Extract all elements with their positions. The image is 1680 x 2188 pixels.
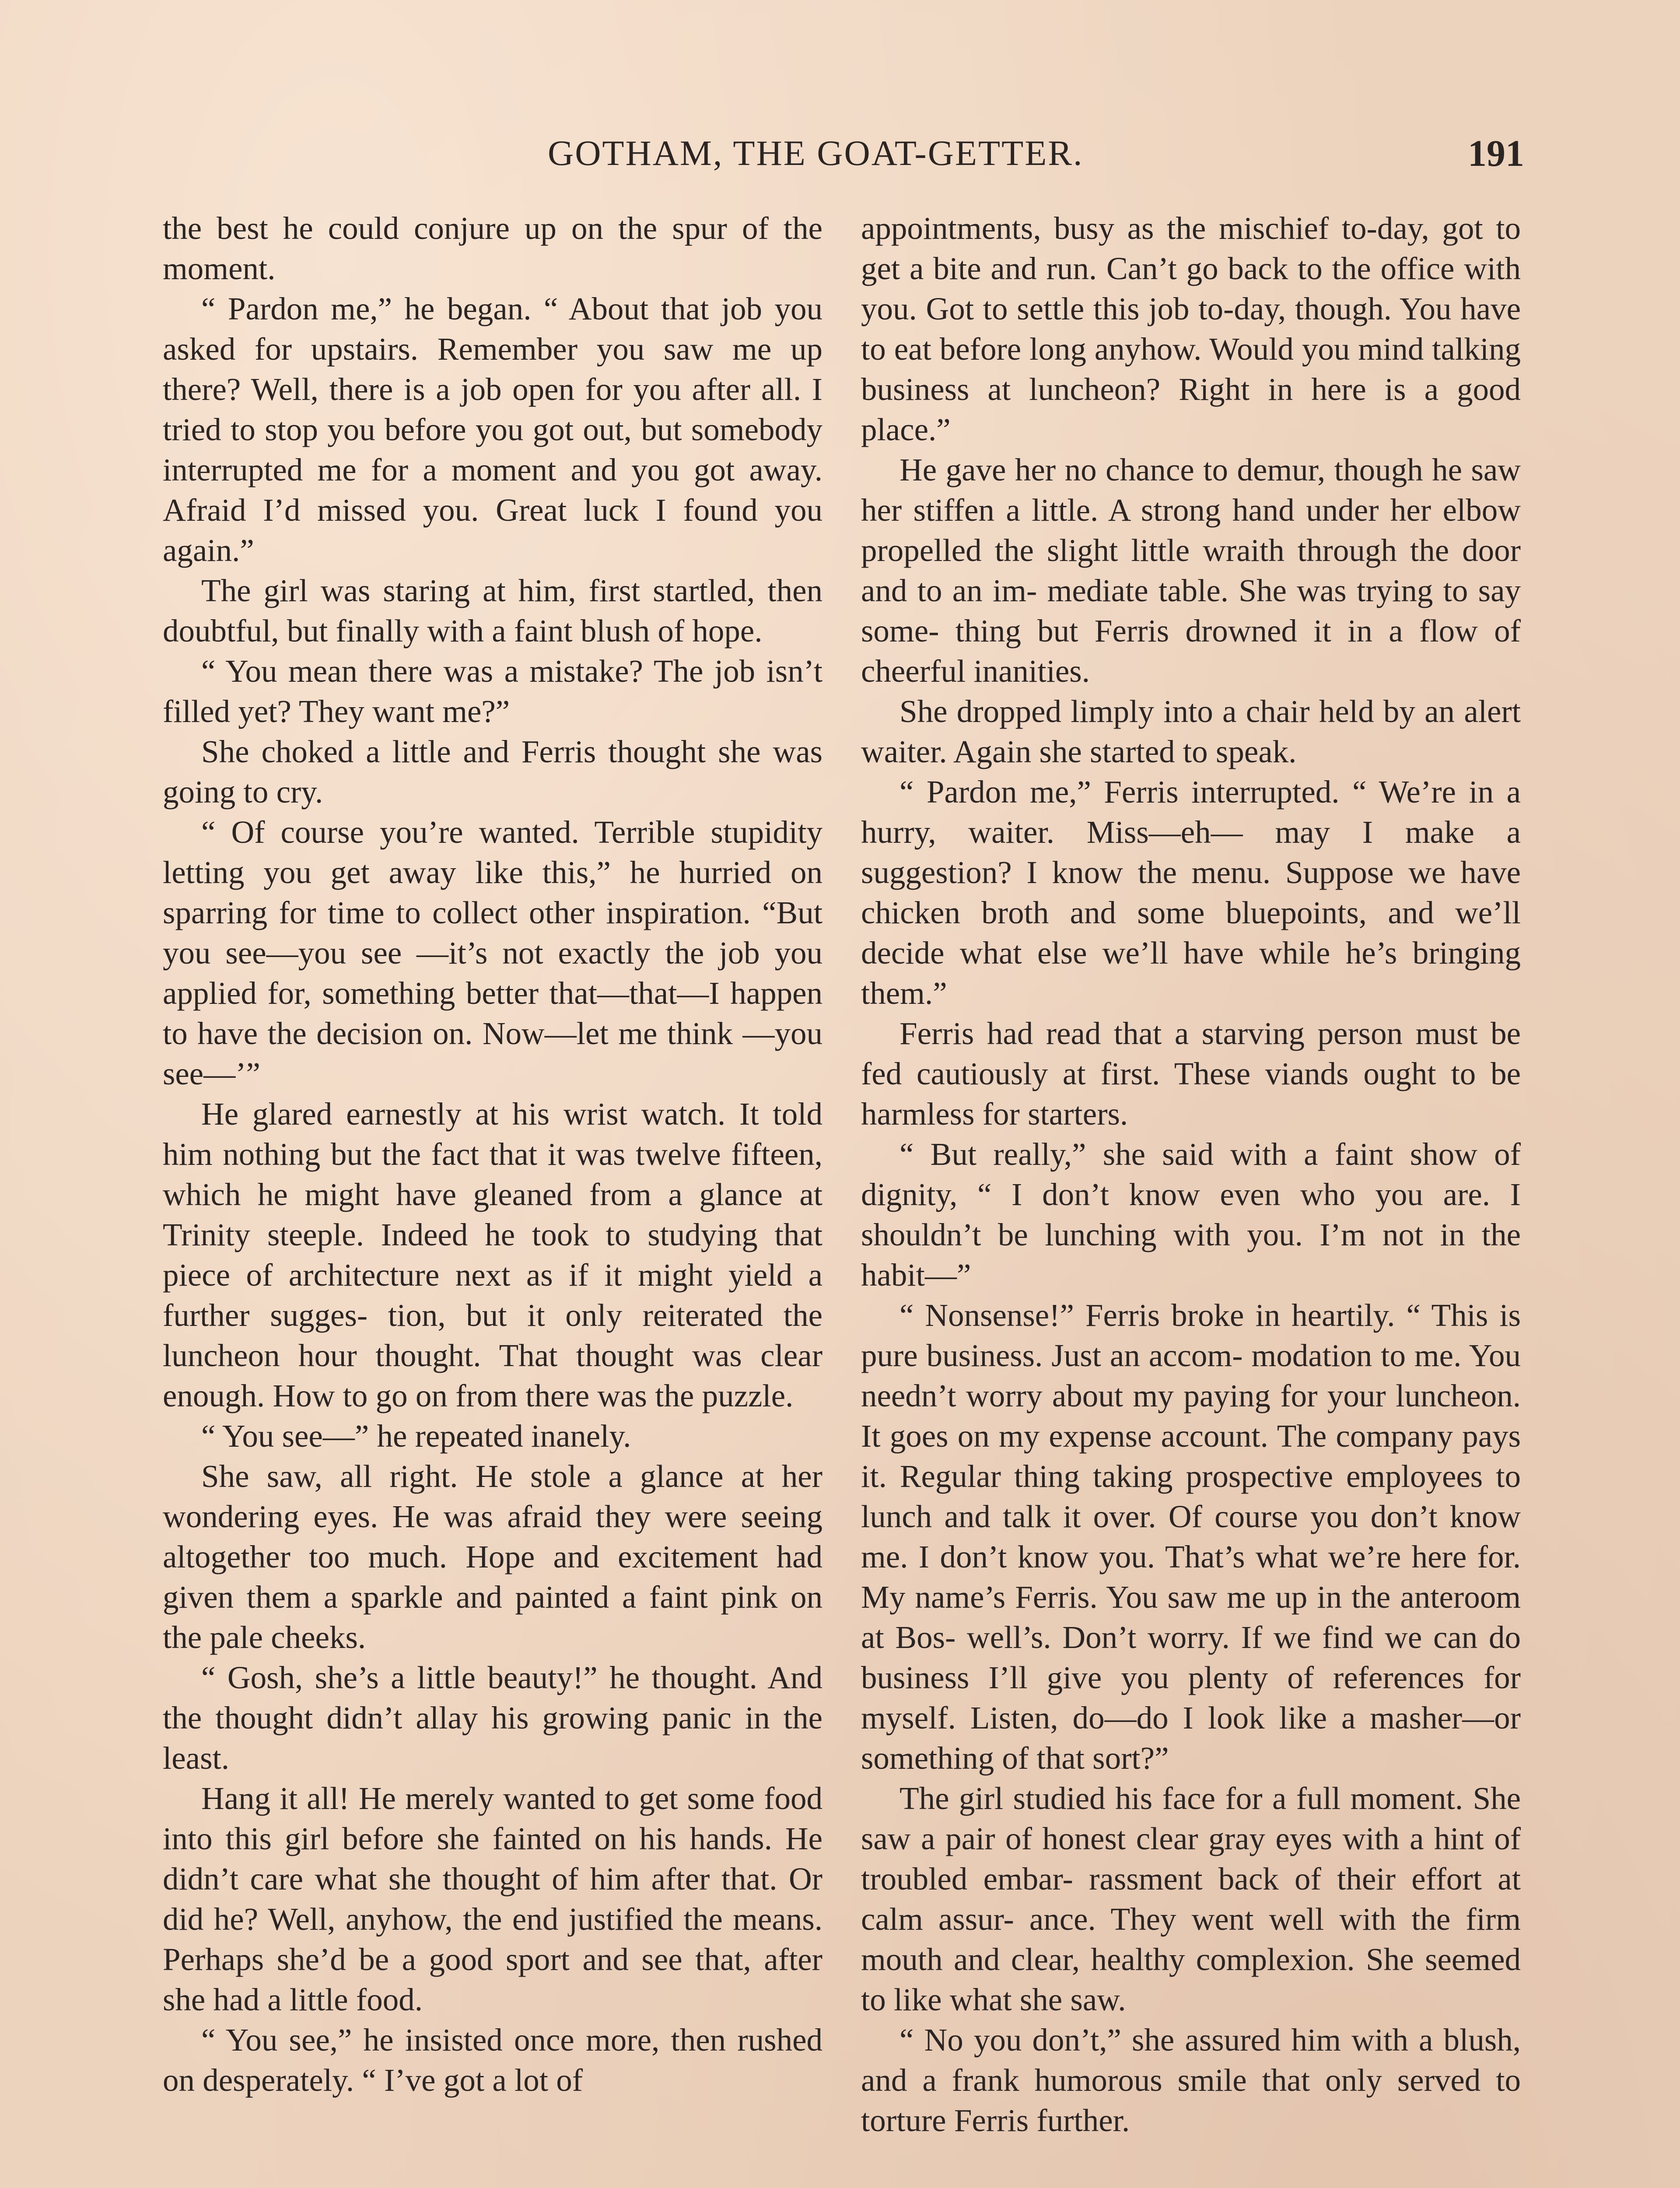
paragraph: She saw, all right. He stole a glance at her wondering eyes. He was afraid they were seeing altogether too much. Hope and excitement had given them a sparkle and painted a faint pink on the pale cheeks.	[163, 1459, 822, 1655]
left-column	[163, 208, 822, 2100]
running-title: GOTHAM, THE GOAT-GETTER.	[548, 133, 1084, 173]
paragraph: She dropped limply into a chair held by an alert waiter. Again she started to speak.	[861, 694, 1521, 769]
paragraph: “ You see,” he insisted once more, then rushed on desperately. “ I’ve got a lot of	[163, 2022, 822, 2098]
paragraph: “ Gosh, she’s a little beauty!” he thought. And the thought didn’t allay his growing panic in the least.	[163, 1660, 822, 1776]
page-number: 191	[1468, 132, 1524, 174]
paragraph: “ Of course you’re wanted. Terrible stupidity letting you get away like this,” he hurried on sparring for time to collect other inspiration. “But you see—you see —it’s not exactly the job you applied for, something better that—that—I happen to have the decision on. Now—let me think —you see—’”	[163, 814, 822, 1091]
paragraph: “ You mean there was a mistake? The job isn’t filled yet? They want me?”	[163, 653, 822, 729]
paragraph: He gave her no chance to demur, though he saw her stiffen a little. A strong hand under her elbow propelled the slight little wraith through the door and to an im- mediate table. She was trying to say some- thing but Ferris drowned it in a flow of cheerful inanities.	[861, 452, 1521, 689]
paragraph: He glared earnestly at his wrist watch. It told him nothing but the fact that it was twelve fifteen, which he might have gleaned from a glance at Trinity steeple. Indeed he took to studying that piece of architecture next as if it might yield a further sugges- tion, but it only reiterated the luncheon hour thought. That thought was clear enough. How to go on from there was the puzzle.	[163, 1096, 822, 1413]
paragraph: “ Nonsense!” Ferris broke in heartily. “ This is pure business. Just an accom- modation to me. You needn’t worry about my paying for your luncheon. It goes on my expense account. The company pays it. Regular thing taking prospective employees to lunch and talk it over. Of course you don’t know me. I don’t know you. That’s what we’re here for. My name’s Ferris. You saw me up in the anteroom at Bos- well’s. Don’t worry. If we find we can do business I’ll give you plenty of references for myself. Listen, do—do I look like a masher—or something of that sort?”	[861, 1297, 1521, 1776]
paragraph: “ But really,” she said with a faint show of dignity, “ I don’t know even who you are. I shouldn’t be lunching with you. I’m not in the habit—”	[861, 1136, 1521, 1293]
paragraph: “ You see—” he repeated inanely.	[201, 1418, 631, 1454]
paragraph: Ferris had read that a starving person must be fed cautiously at first. These viands ought to be harmless for starters.	[861, 1016, 1521, 1132]
paragraph: “ Pardon me,” he began. “ About that job you asked for upstairs. Remember you saw me up there? Well, there is a job open for you after all. I tried to stop you before you got out, but somebody interrupted me for a moment and you got away. Afraid I’d missed you. Great luck I found you again.”	[163, 291, 822, 568]
paragraph: The girl studied his face for a full moment. She saw a pair of honest clear gray eyes with a hint of troubled embar- rassment back of their effort at calm assur- ance. They went well with the firm mouth and clear, healthy complexion. She seemed to like what she saw.	[861, 1781, 1521, 2017]
paragraph: “ Pardon me,” Ferris interrupted. “ We’re in a hurry, waiter. Miss—eh— may I make a suggestion? I know the menu. Suppose we have chicken broth and some bluepoints, and we’ll decide what else we’ll have while he’s bringing them.”	[861, 774, 1521, 1011]
paragraph: Hang it all! He merely wanted to get some food into this girl before she fainted on his hands. He didn’t care what she thought of him after that. Or did he? Well, anyhow, the end justified the means. Perhaps she’d be a good sport and see that, after she had a little food.	[163, 1781, 822, 2017]
paragraph: “ No you don’t,” she assured him with a blush, and a frank humorous smile that only served to torture Ferris further.	[861, 2022, 1521, 2138]
page-header	[163, 127, 1524, 179]
paragraph: appointments, busy as the mischief to-day, got to get a bite and run. Can’t go back to the office with you. Got to settle this job to-day, though. You have to eat before long anyhow. Would you mind talking business at luncheon? Right in here is a good place.”	[861, 210, 1521, 447]
paragraph: the best he could conjure up on the spur of the moment.	[163, 210, 822, 286]
paragraph: The girl was staring at him, first startled, then doubtful, but finally with a faint blush of hope.	[163, 573, 822, 649]
paragraph: She choked a little and Ferris thought she was going to cry.	[163, 734, 822, 810]
right-column	[861, 208, 1521, 2141]
